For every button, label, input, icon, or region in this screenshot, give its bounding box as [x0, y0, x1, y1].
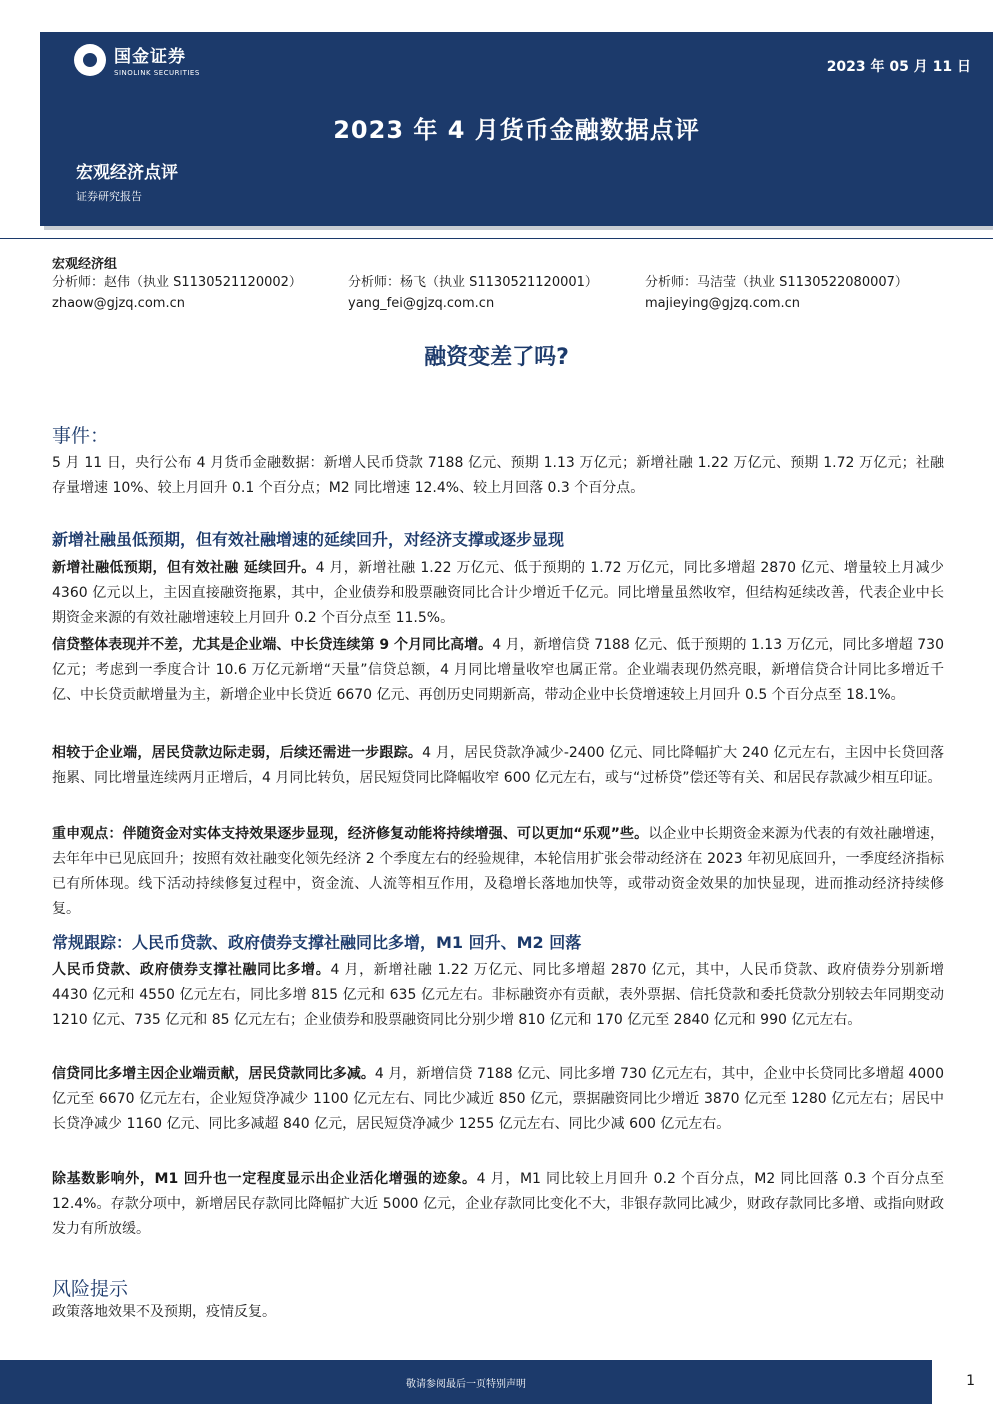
analyst-1-email: zhaow@gjzq.com.cn: [52, 296, 185, 311]
report-category: 宏观经济点评: [76, 163, 178, 183]
report-date: 2023 年 05 月 11 日: [826, 59, 971, 75]
paragraph-6-lead: 信贷同比多增主因企业端贡献，居民贷款同比多减。: [52, 1066, 375, 1082]
event-title: 事件：: [52, 425, 110, 447]
logo-en: SINOLINK SECURITIES: [114, 69, 200, 77]
risk-text: 政策落地效果不及预期，疫情反复。: [52, 1304, 276, 1320]
analyst-3-email: majieying@gjzq.com.cn: [645, 296, 801, 311]
paragraph-2-lead: 信贷整体表现并不差，尤其是企业端、中长贷连续第 9 个月同比高增。: [52, 637, 493, 653]
paragraph-7: [52, 1167, 944, 1242]
headline: 融资变差了吗?: [424, 345, 569, 370]
paragraph-3: [52, 741, 944, 791]
analyst-3-line: 分析师：马洁莹（执业 S1130522080007）: [645, 275, 908, 290]
paragraph-7-lead: 除基数影响外，M1 回升也一定程度显示出企业活化增强的迹象。: [52, 1171, 477, 1187]
report-title: 2023 年 4 月货币金融数据点评: [333, 116, 700, 144]
paragraph-2-body: 4 月，新增信贷 7188 亿元、低于预期的 1.13 万亿元，同比多增超 730 亿元；考虑到一季度合计 10.6 万亿元新增“天量”信贷总额，4 月同比增量收窄也属正常。企业端表现仍然亮眼，新增信贷合计同比多增近千亿、中长贷贡献增量为主，新增企业中长贷近 6670 亿元、再创历史同期新高，带动企业中长贷增速较上月回升 0.5 个百分点至 18.1%。: [52, 637, 944, 703]
report-header: [40, 32, 993, 226]
header-divider: [0, 238, 993, 239]
report-type: 证券研究报告: [76, 190, 142, 203]
paragraph-1: [52, 556, 944, 631]
paragraph-6: [52, 1062, 944, 1137]
team-name: 宏观经济组: [52, 257, 118, 272]
paragraph-3-lead: 相较于企业端，居民贷款边际走弱，后续还需进一步跟踪。: [52, 745, 423, 761]
footer-disclaimer: 敬请参阅最后一页特别声明: [406, 1379, 526, 1390]
paragraph-1-lead: 新增社融低预期，但有效社融 延续回升。: [52, 560, 316, 576]
event-text: 5 月 11 日，央行公布 4 月货币金融数据：新增人民币贷款 7188 亿元、预期 1.13 万亿元；新增社融 1.22 万亿元、预期 1.72 万亿元；社融存量增速 10%、较上月回升 0.1 个百分点；M2 同比增速 12.4%、较上月回落 0.3 个百分点。: [52, 455, 944, 496]
paragraph-5: [52, 958, 944, 1033]
page-number: 1: [966, 1373, 975, 1389]
analyst-2-line: 分析师：杨飞（执业 S1130521120001）: [348, 275, 598, 290]
footer-bar: [0, 1360, 932, 1404]
paragraph-6-body: 4 月，新增信贷 7188 亿元、同比多增 730 亿元左右，其中，企业中长贷同比多增超 4000 亿元至 6670 亿元左右，企业短贷净减少 1100 亿元左右、同比少减近 850 亿元，票据融资同比少增近 3870 亿元至 1280 亿元左右；居民中长贷净减少 1160 亿元、同比多减超 840 亿元，居民短贷净减少 1255 亿元左右、同比少减 600 亿元左右。: [52, 1066, 944, 1132]
analyst-2-email: yang_fei@gjzq.com.cn: [348, 296, 495, 311]
logo-cn: 国金证券: [114, 47, 186, 67]
paragraph-7-body: 4 月，M1 同比较上月回升 0.2 个百分点，M2 同比回落 0.3 个百分点至 12.4%。存款分项中，新增居民存款同比降幅扩大近 5000 亿元，企业存款同比变化不大，非银存款同比减少，财政存款同比多增、或指向财政发力有所放缓。: [52, 1171, 944, 1237]
paragraph-2: [52, 633, 944, 708]
subsection-2-title: 常规跟踪：人民币贷款、政府债券支撑社融同比多增，M1 回升、M2 回落: [52, 933, 582, 952]
paragraph-5-lead: 人民币贷款、政府债券支撑社融同比多增。: [52, 962, 331, 978]
company-logo: [74, 42, 200, 77]
analyst-1: [52, 272, 302, 314]
paragraph-3-body: 4 月，居民贷款净减少-2400 亿元、同比降幅扩大 240 亿元左右，主因中长贷回落拖累、同比增量连续两月正增后，4 月同比转负，居民短贷同比降幅收窄 600 亿元左右，或与“过桥贷”偿还等有关、和居民存款减少相互印证。: [52, 745, 945, 786]
paragraph-1-body: 4 月，新增社融 1.22 万亿元、低于预期的 1.72 万亿元，同比多增超 2870 亿元、增量较上月减少 4360 亿元以上，主因直接融资拖累，其中，企业债券和股票融资同比合计少增近千亿元。同比增量虽然收窄，但结构延续改善，代表企业中长期资金来源的有效社融增速较上月回升 0.2 个百分点至 11.5%。: [52, 560, 945, 626]
subsection-1-title: 新增社融虽低预期，但有效社融增速的延续回升，对经济支撑或逐步显现: [52, 530, 565, 549]
paragraph-5-body: 4 月，新增社融 1.22 万亿元、同比多增超 2870 亿元，其中，人民币贷款、政府债券分别新增 4430 亿元和 4550 亿元左右，同比多增 815 亿元和 635 亿元左右。非标融资亦有贡献，表外票据、信托贷款和委托贷款分别较去年同期变动 1210 亿元、735 亿元和 85 亿元左右；企业债券和股票融资同比分别少增 810 亿元和 170 亿元至 2840 亿元和 990 亿元左右。: [52, 962, 944, 1028]
paragraph-4: [52, 822, 944, 922]
logo-mark-icon: [74, 44, 106, 76]
analyst-1-line: 分析师：赵伟（执业 S1130521120002）: [52, 275, 302, 290]
paragraph-4-lead: 重申观点：伴随资金对实体支持效果逐步显现，经济修复动能将持续增强、可以更加“乐观”些。: [52, 826, 649, 842]
analyst-3: [645, 272, 908, 314]
paragraph-4-body: 以企业中长期资金来源为代表的有效社融增速，去年年中已见底回升；按照有效社融变化领先经济 2 个季度左右的经验规律，本轮信用扩张会带动经济在 2023 年初见底回升，一季度经济指标已有所体现。线下活动持续修复过程中，资金流、人流等相互作用，及稳增长落地加快等，或带动资金效果的加快显现，进而推动经济持续修复。: [52, 826, 944, 917]
analyst-2: [348, 272, 598, 314]
risk-title: 风险提示: [52, 1278, 129, 1300]
